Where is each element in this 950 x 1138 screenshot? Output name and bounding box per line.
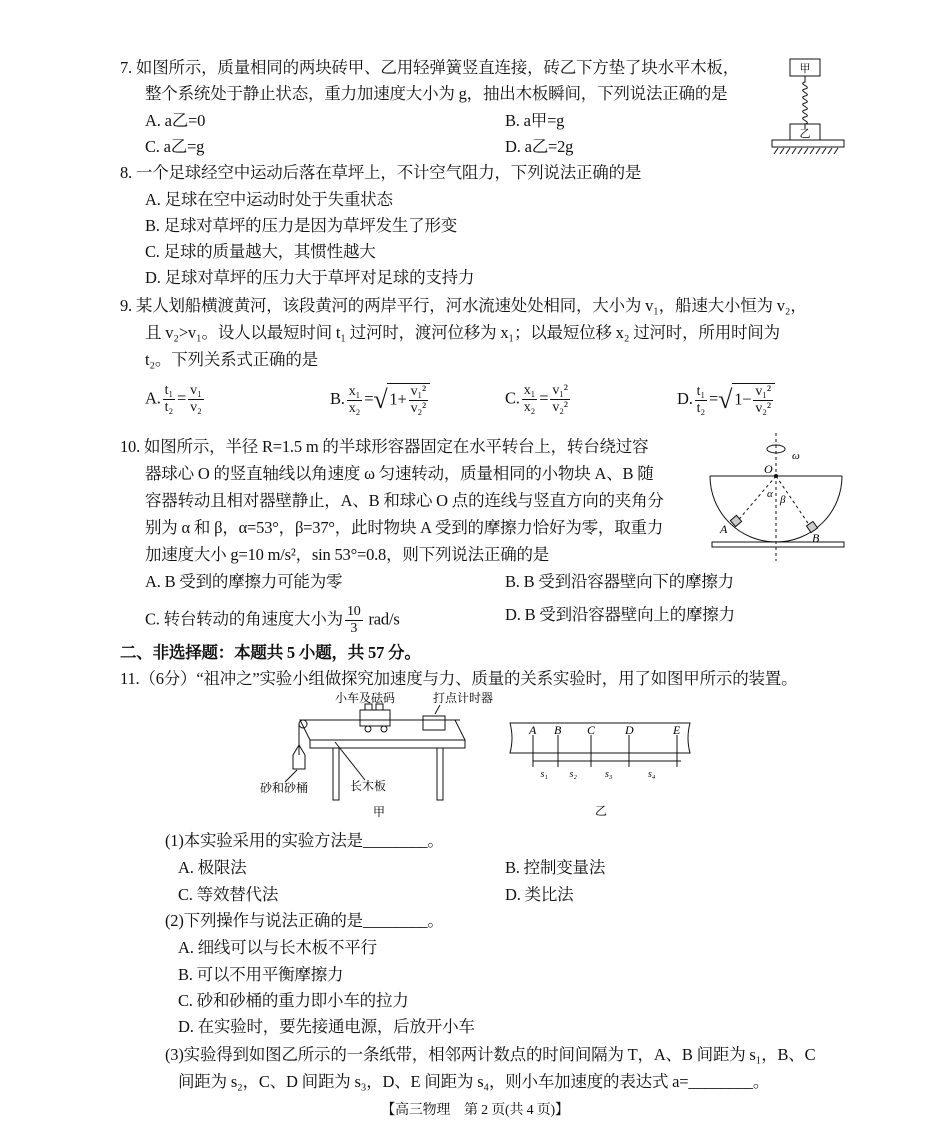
center-o-label: O bbox=[764, 462, 773, 476]
brick-bottom-label: 乙 bbox=[799, 128, 811, 140]
figure-b-caption: 乙 bbox=[595, 804, 608, 818]
block-b-label: B bbox=[812, 531, 820, 545]
q11-part2-option-a: A. 细线可以与长木板不平行 bbox=[178, 938, 377, 957]
tape-span-label: s₃ bbox=[605, 769, 613, 780]
tape-point-label: C bbox=[587, 723, 596, 737]
q11-part3-line1: (3)实验得到如图乙所示的一条纸带，相邻两计数点的时间间隔为 T，A、B 间距为 s₁，B、C bbox=[165, 1045, 816, 1064]
timer-label: 打点计时器 bbox=[433, 691, 494, 705]
brick-top-label: 甲 bbox=[799, 63, 811, 75]
q11-stem: 11.（6分）“祖冲之”实验小组做探究加速度与力、质量的关系实验时，用了如图甲所示的装置。 bbox=[120, 669, 798, 688]
tape-point-label: D bbox=[625, 723, 634, 737]
q7-option-b: B. a甲=g bbox=[505, 111, 565, 130]
q7-option-c: C. a乙=g bbox=[145, 137, 205, 156]
q10-stem-line3: 容器转动且相对器壁静止，A、B 和球心 O 点的连线与竖直方向的夹角分 bbox=[145, 491, 664, 510]
q11-part2-option-c: C. 砂和砂桶的重力即小车的拉力 bbox=[178, 991, 409, 1010]
q7-stem-line1: 7. 如图所示，质量相同的两块砖甲、乙用轻弹簧竖直连接，砖乙下方垫了块水平木板， bbox=[120, 58, 740, 77]
q11-part1-option-b: B. 控制变量法 bbox=[505, 858, 606, 877]
q9-option-c: C. $\frac{\text{x₁}}{\text{x₂}}$ = $\frac{\text{v₁²}}{\text{v₂²}}$ bbox=[505, 383, 568, 415]
q11-part2-option-d: D. 在实验时，要先接通电源，后放开小车 bbox=[178, 1017, 475, 1036]
page-footer: 【高三物理 第 2 页(共 4 页)】 bbox=[381, 1103, 569, 1118]
q8-option-d: D. 足球对草坪的压力大于草坪对足球的支持力 bbox=[145, 268, 475, 287]
figure-a-caption: 甲 bbox=[373, 805, 386, 819]
tape-span-label: s₄ bbox=[648, 769, 656, 780]
q10-stem-line2: 器球心 O 的竖直轴线以角速度 ω 匀速转动，质量相同的小物块 A、B 随 bbox=[145, 464, 654, 483]
q9-option-b: B. $\frac{\text{x₁}}{\text{x₂}}$ =√ 1+ $\frac{\text{v₁²}}{\text{v₂²}}$ bbox=[330, 383, 430, 417]
alpha-label: α bbox=[767, 488, 773, 500]
q8-option-b: B. 足球对草坪的压力是因为草坪发生了形变 bbox=[145, 216, 458, 235]
tape-point-label: A bbox=[529, 723, 537, 737]
omega-label: ω bbox=[792, 450, 800, 462]
apparatus-figure bbox=[255, 690, 494, 820]
q7-option-d: D. a乙=2g bbox=[505, 137, 574, 156]
q9-stem-line3: t₂。下列关系式正确的是 bbox=[145, 350, 318, 369]
q9-stem-line1: 9. 某人划船横渡黄河，该段黄河的两岸平行，河水流速处处相同，大小为 v₁，船速大小恒为 v₂， bbox=[120, 296, 807, 315]
q10-option-b: B. B 受到沿容器壁向下的摩擦力 bbox=[505, 572, 734, 591]
paper-tape-figure bbox=[505, 715, 695, 818]
q10-stem-line4: 别为 α 和 β，α=53°，β=37°，此时物块 A 受到的摩擦力恰好为零，取重力 bbox=[145, 518, 664, 537]
board-label: 长木板 bbox=[350, 779, 387, 793]
beta-label: β bbox=[780, 494, 786, 506]
q10-option-d: D. B 受到沿容器壁向上的摩擦力 bbox=[505, 605, 735, 624]
q11-part2-option-b: B. 可以不用平衡摩擦力 bbox=[178, 965, 344, 984]
q7-stem-line2: 整个系统处于静止状态，重力加速度大小为 g，抽出木板瞬间，下列说法正确的是 bbox=[145, 84, 728, 103]
spring-bricks-figure bbox=[768, 55, 848, 160]
q10-stem-line5: 加速度大小 g=10 m/s²，sin 53°=0.8，则下列说法正确的是 bbox=[145, 545, 550, 564]
q9-option-a: A. $\frac{\text{t₁}}{\text{t₂}}$ = $\frac{\text{v₁}}{\text{v₂}}$ bbox=[145, 383, 202, 415]
cart-label: 小车及砝码 bbox=[335, 691, 396, 705]
tape-point-label: E bbox=[673, 723, 681, 737]
block-a-label: A bbox=[720, 522, 728, 536]
q11-part3-line2: 间距为 s₂，C、D 间距为 s₃，D、E 间距为 s₄，则小车加速度的表达式 a=________。 bbox=[178, 1072, 770, 1091]
q11-part1-option-c: C. 等效替代法 bbox=[178, 885, 279, 904]
q7-option-a: A. a乙=0 bbox=[145, 111, 206, 130]
bucket-label: 砂和砂桶 bbox=[260, 781, 309, 795]
tape-span-label: s₂ bbox=[569, 769, 577, 780]
tape-span-label: s₁ bbox=[540, 769, 548, 780]
hemisphere-figure bbox=[712, 433, 852, 563]
q9-option-d: D. $\frac{\text{t₁}}{\text{t₂}}$ =√ 1− $\frac{\text{v₁²}}{\text{v₂²}}$ bbox=[677, 383, 775, 417]
q10-option-a: A. B 受到的摩擦力可能为零 bbox=[145, 572, 343, 591]
q11-part1-option-a: A. 极限法 bbox=[178, 858, 247, 877]
q11-part1-option-d: D. 类比法 bbox=[505, 885, 574, 904]
q8-option-c: C. 足球的质量越大，其惯性越大 bbox=[145, 242, 376, 261]
section-2-heading: 二、非选择题：本题共 5 小题，共 57 分。 bbox=[120, 643, 421, 662]
tape-point-label: B bbox=[554, 723, 562, 737]
q8-option-a: A. 足球在空中运动时处于失重状态 bbox=[145, 190, 393, 209]
q8-stem: 8. 一个足球经空中运动后落在草坪上，不计空气阻力，下列说法正确的是 bbox=[120, 163, 642, 182]
q10-option-c: C. 转台转动的角速度大小为 $\frac{10}{3}$ rad/s bbox=[145, 604, 400, 636]
q10-stem-line1: 10. 如图所示，半径 R=1.5 m 的半球形容器固定在水平转台上，转台绕过容 bbox=[120, 437, 649, 456]
q11-part2: (2)下列操作与说法正确的是________。 bbox=[165, 911, 444, 930]
q11-part1: (1)本实验采用的实验方法是________。 bbox=[165, 831, 444, 850]
q9-stem-line2: 且 v₂>v₁。设人以最短时间 t₁ 过河时，渡河位移为 x₁；以最短位移 x₂ 过河时，所用时间为 bbox=[145, 323, 780, 342]
